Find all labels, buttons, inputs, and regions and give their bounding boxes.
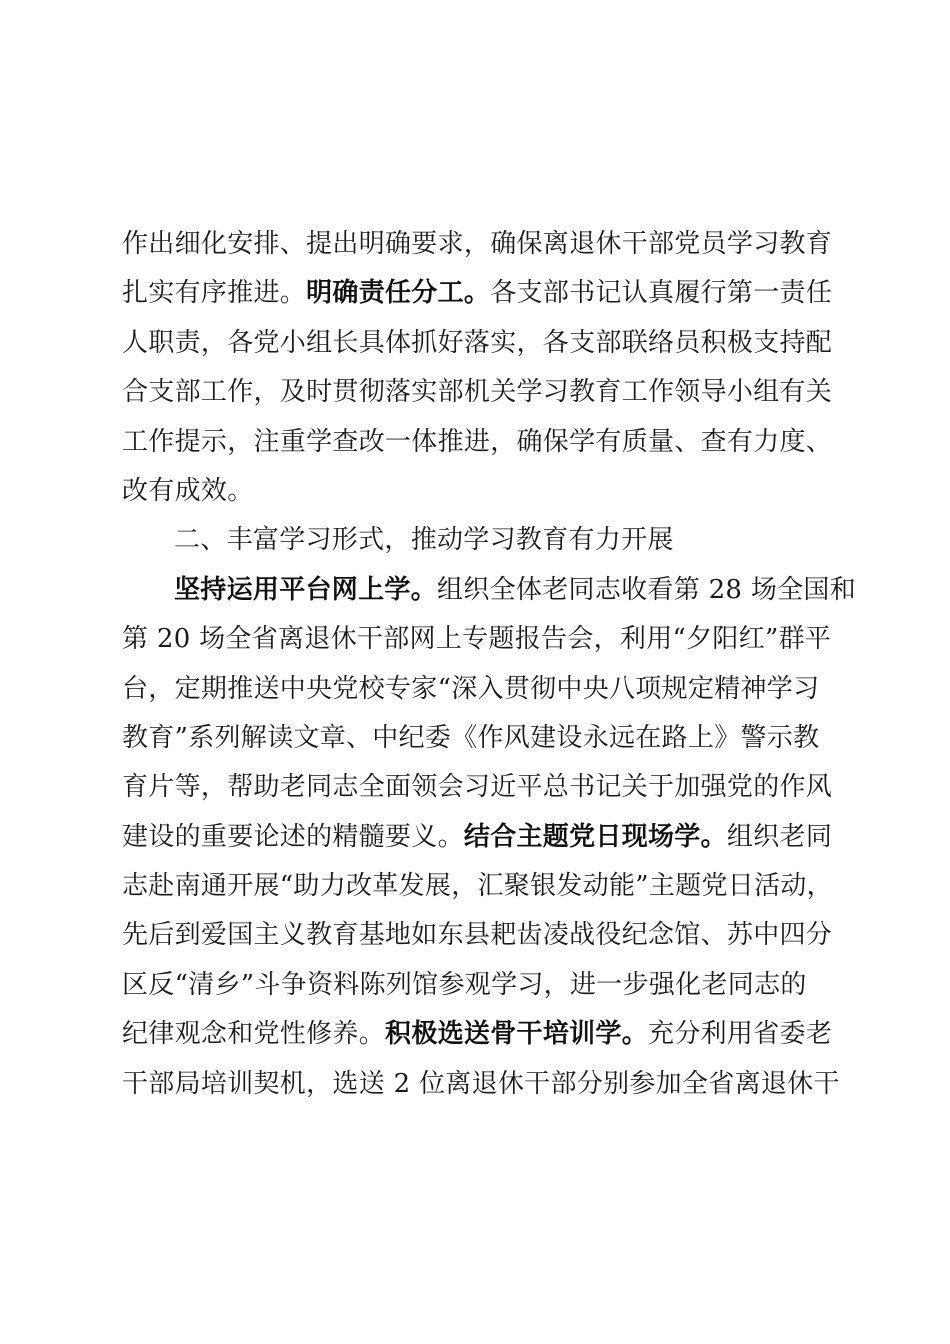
text-line: [122, 714, 838, 763]
text-line: [122, 665, 838, 714]
text-run: 先后到爱国主义教育基地如东县耙齿凌战役纪念馆、苏中四分: [122, 920, 833, 951]
text-run: 各支部书记认真履行第一责任: [490, 278, 833, 309]
text-run: 纪律观念和党性修养。: [122, 1019, 386, 1050]
text-line: [122, 1010, 838, 1059]
text-run: 充分利用省委老: [648, 1019, 833, 1050]
section-heading: [122, 516, 838, 565]
text-run: 工作提示，注重学查改一体推进，确保学有质量、查有力度、: [122, 426, 833, 457]
text-run: 人职责，各党小组长具体抓好落实，各支部联络员积极支持配: [122, 327, 833, 358]
text-run: 改有成效。: [122, 475, 254, 506]
text-run: 育片等，帮助老同志全面领会习近平总书记关于加强党的作风: [122, 772, 833, 803]
text-line: [122, 467, 838, 516]
text-line: [122, 911, 838, 960]
text-run: 志赴南通开展“助力改革发展，汇聚银发动能”主题党日活动，: [122, 871, 833, 902]
text-line: [122, 1060, 838, 1109]
text-run: 扎实有序推进。: [122, 278, 307, 309]
bold-heading-run: 积极选送骨干培训学。: [385, 1019, 649, 1050]
text-run: 教育”系列解读文章、中纪委《作风建设永远在路上》警示教: [122, 722, 820, 753]
text-run: 组织老同: [726, 821, 833, 852]
text-run: 第 20 场全省离退休干部网上专题报告会，利用“夕阳红”群平: [122, 624, 832, 655]
text-line: [122, 368, 838, 417]
bold-heading-run: 坚持运用平台网上学。: [174, 574, 438, 605]
text-line: [122, 813, 838, 862]
text-run: 合支部工作，及时贯彻落实部机关学习教育工作领导小组有关: [122, 377, 833, 408]
text-line: [122, 961, 838, 1010]
text-line: [122, 418, 838, 467]
text-run: 组织全体老同志收看第 28 场全国和: [437, 574, 857, 605]
text-line: [122, 862, 838, 911]
text-line: [122, 220, 838, 269]
text-line: [122, 269, 838, 318]
text-run: 干部局培训契机，选送 2 位离退休干部分别参加全省离退休干: [122, 1068, 840, 1099]
document-body: [122, 220, 857, 1109]
bold-heading-run: 结合主题党日现场学。: [463, 821, 727, 852]
text-run: 作出细化安排、提出明确要求，确保离退休干部党员学习教育: [122, 229, 833, 259]
text-run: 台，定期推送中央党校专家“深入贯彻中央八项规定精神学习: [122, 673, 820, 704]
text-line: [122, 566, 857, 615]
text-line: [122, 615, 838, 664]
text-run: 二、丰富学习形式，推动学习教育有力开展: [174, 525, 674, 556]
text-run: 建设的重要论述的精髓要义。: [122, 821, 464, 852]
text-line: [122, 319, 838, 368]
text-run: 区反“清乡”斗争资料陈列馆参观学习，进一步强化老同志的: [122, 969, 807, 1000]
bold-heading-run: 明确责任分工。: [306, 278, 491, 309]
text-line: [122, 763, 838, 812]
